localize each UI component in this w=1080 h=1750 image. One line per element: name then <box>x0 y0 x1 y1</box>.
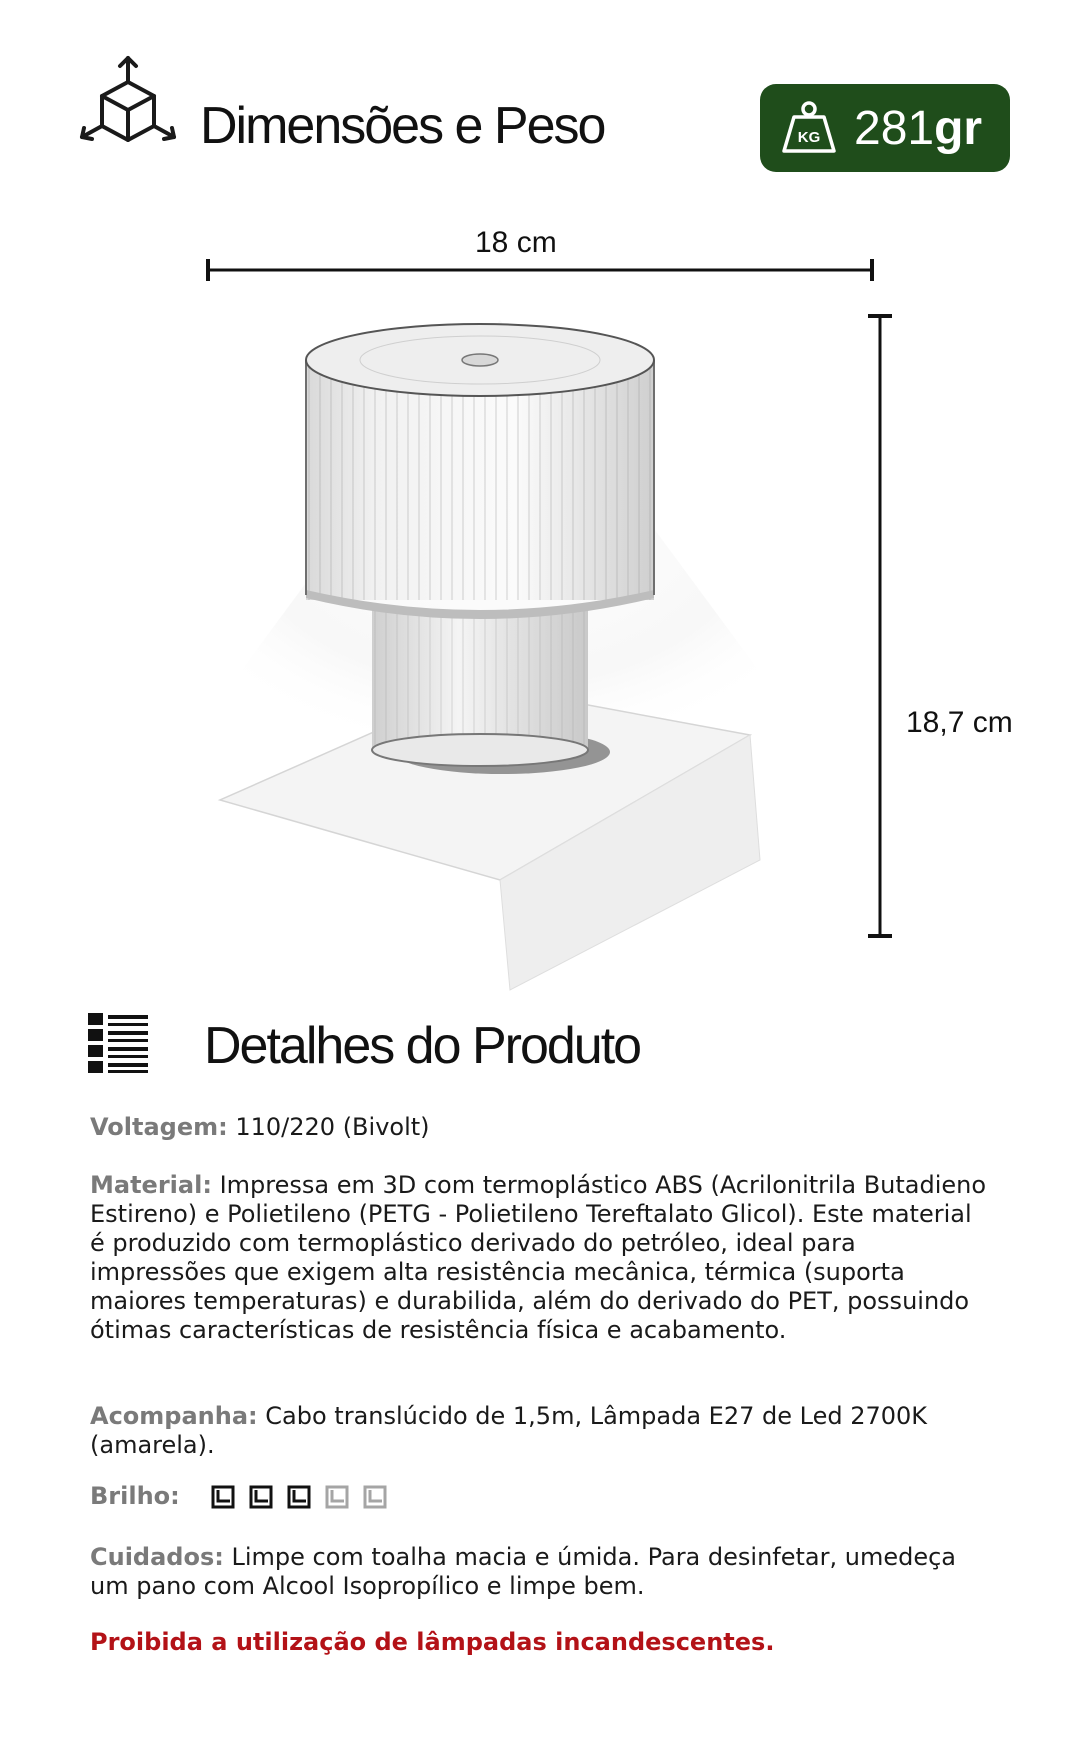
includes-label: Acompanha: <box>90 1402 258 1430</box>
kg-icon-text: KG <box>797 129 821 146</box>
3d-box-dimensions-icon <box>78 52 178 152</box>
brightness-label: Brilho: <box>90 1482 180 1510</box>
brightness-level-icon-empty <box>324 1484 350 1510</box>
weight-value: 281 <box>854 101 935 155</box>
brightness-row <box>90 1482 990 1511</box>
weight-value-text <box>854 101 982 156</box>
material-label: Material: <box>90 1171 212 1199</box>
voltage-value: 110/220 (Bivolt) <box>235 1113 430 1141</box>
width-dimension-line <box>200 255 880 285</box>
weight-badge <box>760 84 1010 172</box>
brightness-level-icon-filled <box>286 1484 312 1510</box>
incandescent-warning: Proibida a utilização de lâmpadas incandescentes. <box>90 1628 775 1656</box>
details-title: Detalhes do Produto <box>204 1017 641 1075</box>
care-value: Limpe com toalha macia e úmida. Para desinfetar, umedeça um pano com Alcool Isopropílico e limpe bem. <box>90 1543 956 1600</box>
dimensions-title: Dimensões e Peso <box>200 97 605 155</box>
voltage-label: Voltagem: <box>90 1113 228 1141</box>
material-value: Impressa em 3D com termoplástico ABS (Acrilonitrila Butadieno Estireno) e Polietileno (PETG - Polietileno Tereftalato Glicol). Este material é produzido com termoplástico derivado do petróleo, ideal para impressões que exigem alta resistência mecânica, térmica (suporta maiores temperaturas) e durabilida, além do derivado do PET, possuindo ótimas características de resistência física e acabamento. <box>90 1171 987 1344</box>
voltage-row <box>90 1113 990 1142</box>
weight-unit: gr <box>934 101 983 155</box>
brightness-level-icon-filled <box>248 1484 274 1510</box>
height-label: 18,7 cm <box>906 706 1013 739</box>
width-label: 18 cm <box>475 226 557 259</box>
height-dimension-line <box>865 312 895 940</box>
ribbed-lamp-illustration <box>150 300 850 1000</box>
list-details-icon <box>88 1013 150 1075</box>
includes-row <box>90 1402 990 1460</box>
kg-weight-icon <box>778 97 840 159</box>
brightness-level-icon-filled <box>210 1484 236 1510</box>
includes-value: Cabo translúcido de 1,5m, Lâmpada E27 de Led 2700K (amarela). <box>90 1402 928 1459</box>
care-label: Cuidados: <box>90 1543 224 1571</box>
care-row <box>90 1543 990 1601</box>
material-row <box>90 1171 990 1345</box>
brightness-level-icon-empty <box>362 1484 388 1510</box>
brightness-rating <box>210 1482 400 1511</box>
